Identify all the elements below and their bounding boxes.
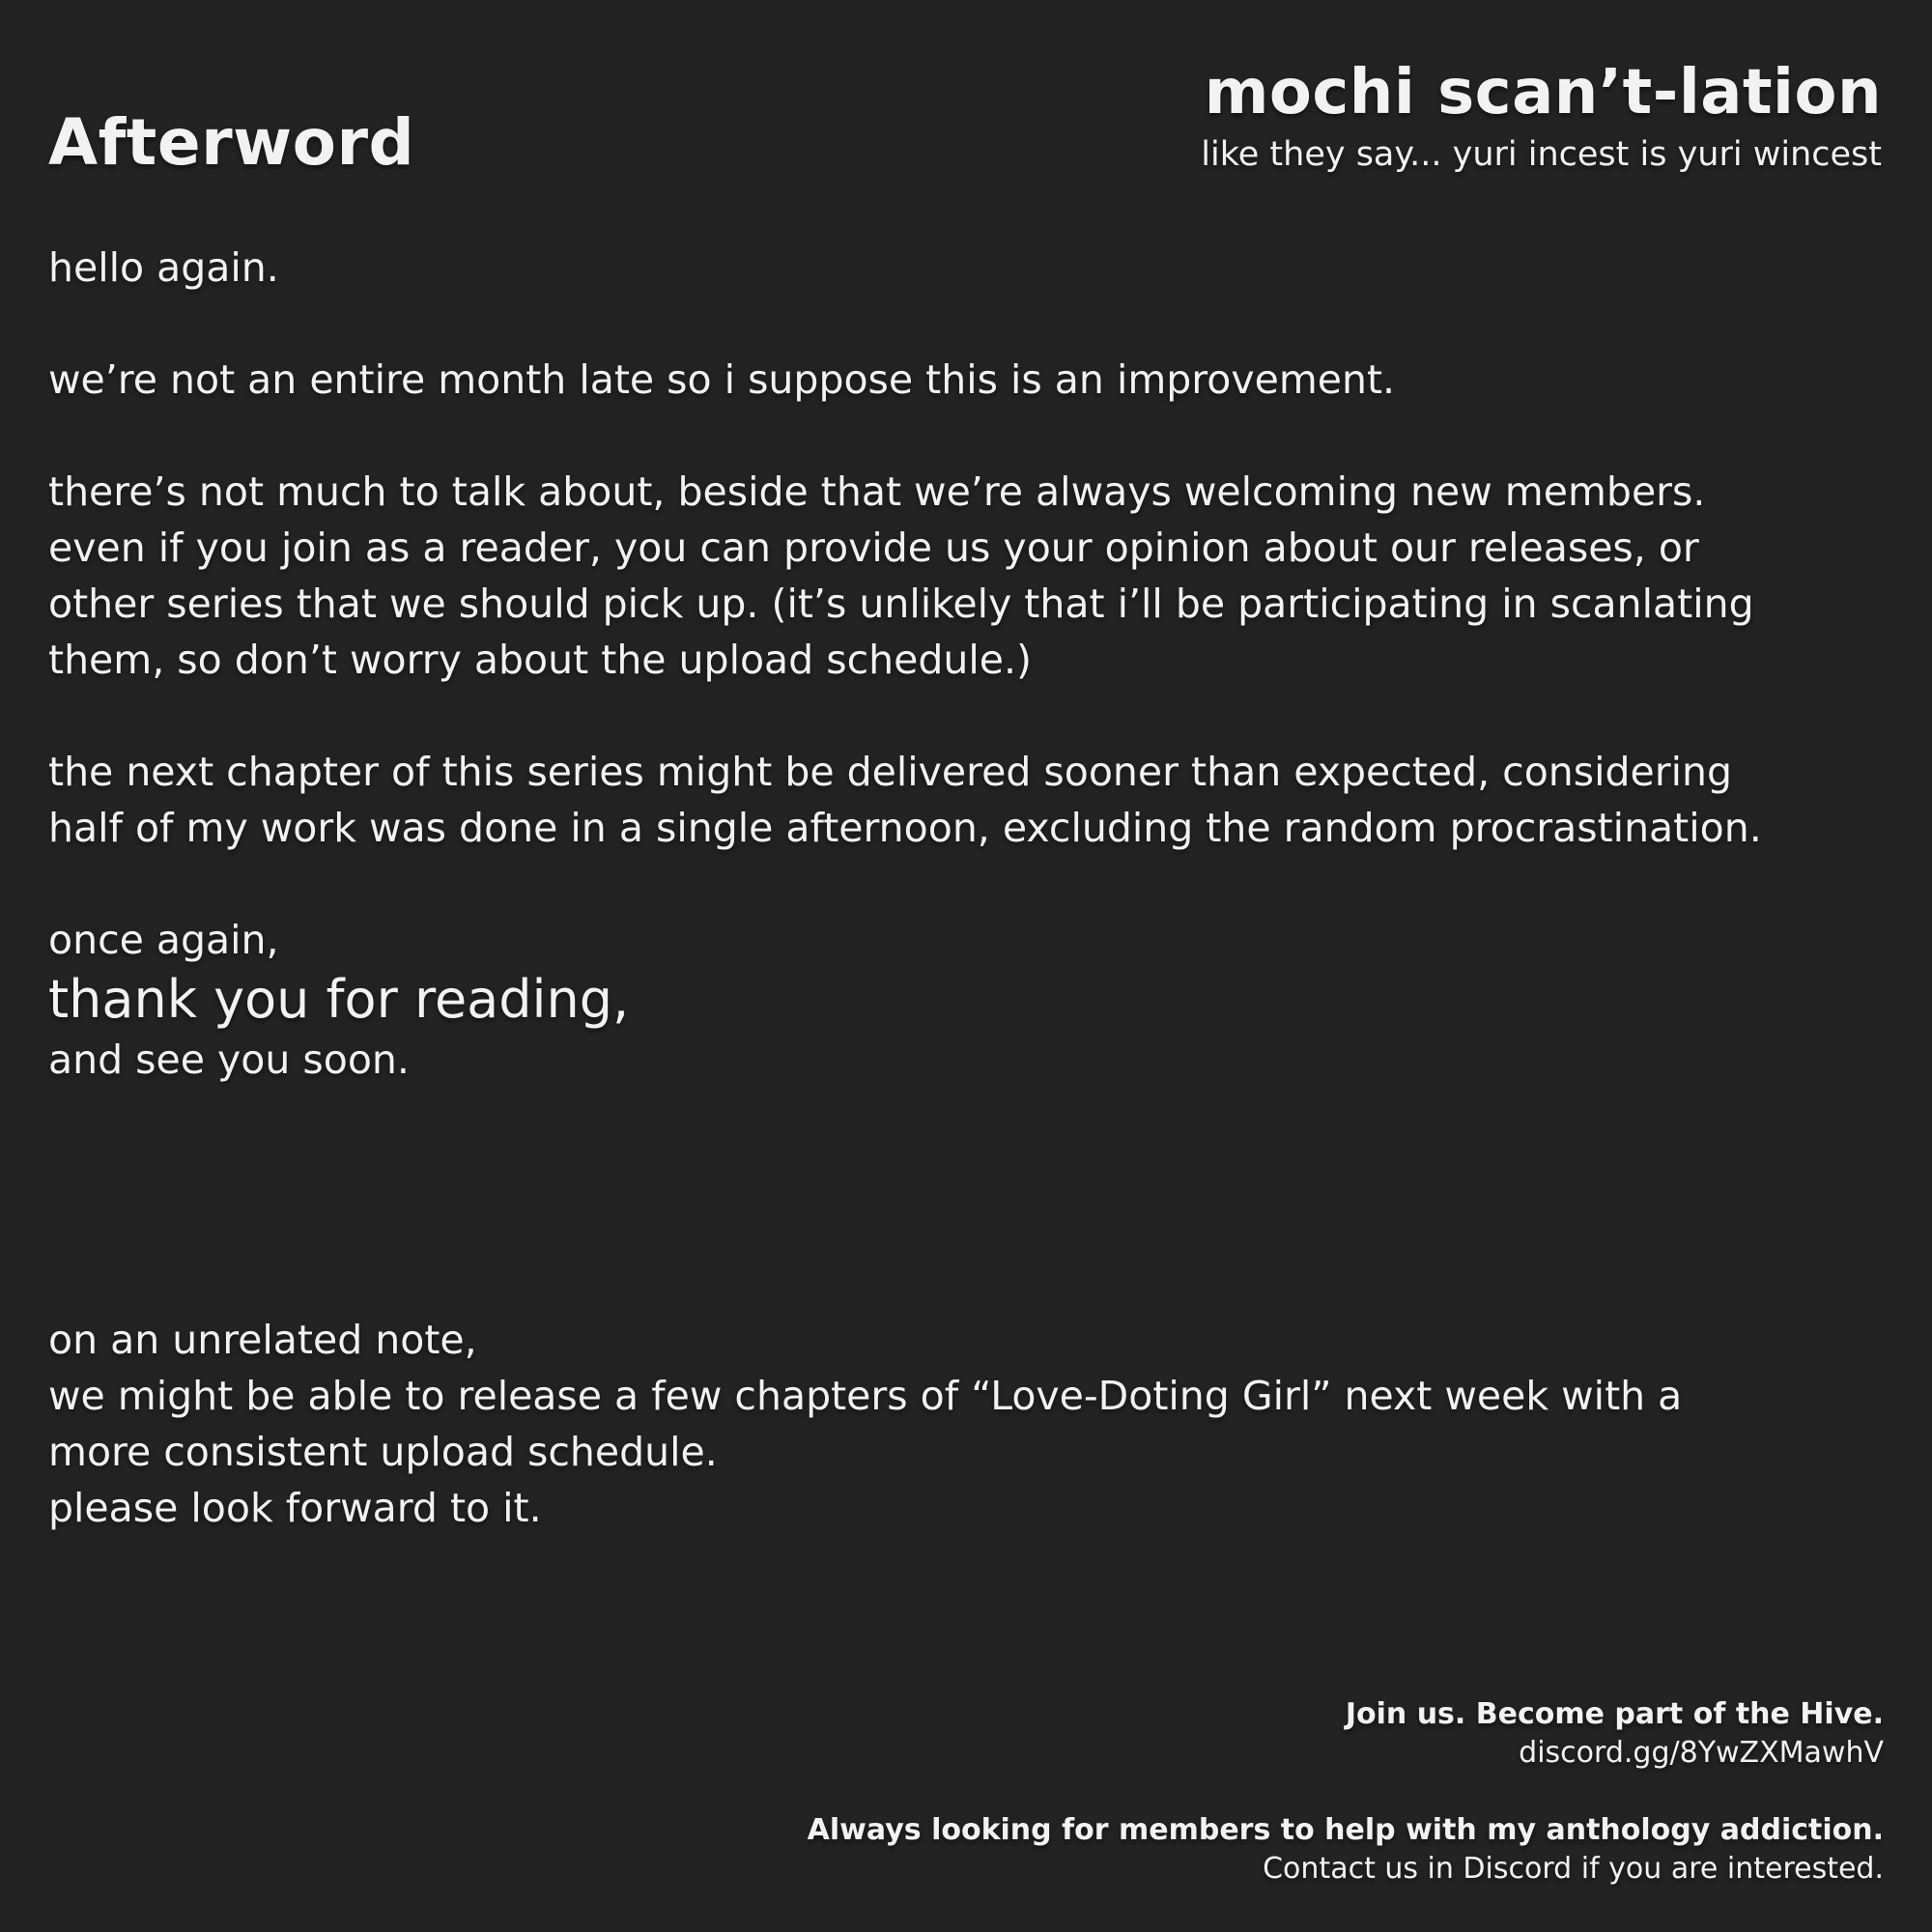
brand-name: mochi scan’t-lation [1204,57,1882,128]
sign-off-line-3: and see you soon. [48,1037,410,1083]
footer-members-block [808,1811,1884,1889]
brand-tagline: like they say... yuri incest is yuri wincest [1201,135,1882,174]
sign-off-thanks: thank you for reading, [48,969,630,1030]
footer-contact-text: Contact us in Discord if you are interested. [1263,1852,1884,1886]
paragraph-1-line: we’re not an entire month late so i suppose this is an improvement. [48,356,1396,403]
afterword-body [48,240,1884,1088]
paragraph-2-line-3: other series that we should pick up. (it’s unlikely that i’ll be participating in scanlating [48,581,1754,627]
footer [808,1695,1884,1927]
paragraph-3-line-2: half of my work was done in a single afternoon, excluding the random procrastination. [48,805,1762,851]
sign-off-line-1: once again, [48,917,279,963]
note-line-2: we might be able to release a few chapters of “Love-Doting Girl” next week with a [48,1373,1683,1419]
page-title: Afterword [48,105,415,180]
paragraph-2 [48,464,1884,688]
sign-off [48,912,1884,1088]
note-line-4: please look forward to it. [48,1485,542,1531]
note-line-1: on an unrelated note, [48,1317,477,1363]
paragraph-1 [48,352,1884,408]
footer-join-block [808,1695,1884,1773]
paragraph-3 [48,744,1884,856]
greeting-line: hello again. [48,244,279,291]
note-line-3: more consistent upload schedule. [48,1429,718,1475]
footer-join-heading: Join us. Become part of the Hive. [1345,1697,1884,1731]
footer-members-heading: Always looking for members to help with my anthology addiction. [807,1813,1884,1847]
paragraph-3-line-1: the next chapter of this series might be delivered sooner than expected, considering [48,749,1733,795]
greeting-paragraph [48,240,1884,296]
paragraph-2-line-1: there’s not much to talk about, beside that we’re always welcoming new members. [48,469,1706,515]
discord-link[interactable]: discord.gg/8YwZXMawhV [1519,1736,1884,1770]
paragraph-2-line-4: them, so don’t worry about the upload schedule.) [48,637,1032,683]
paragraph-2-line-2: even if you join as a reader, you can provide us your opinion about our releases, or [48,525,1699,571]
brand-block [1201,56,1882,176]
unrelated-note [48,1312,1884,1536]
